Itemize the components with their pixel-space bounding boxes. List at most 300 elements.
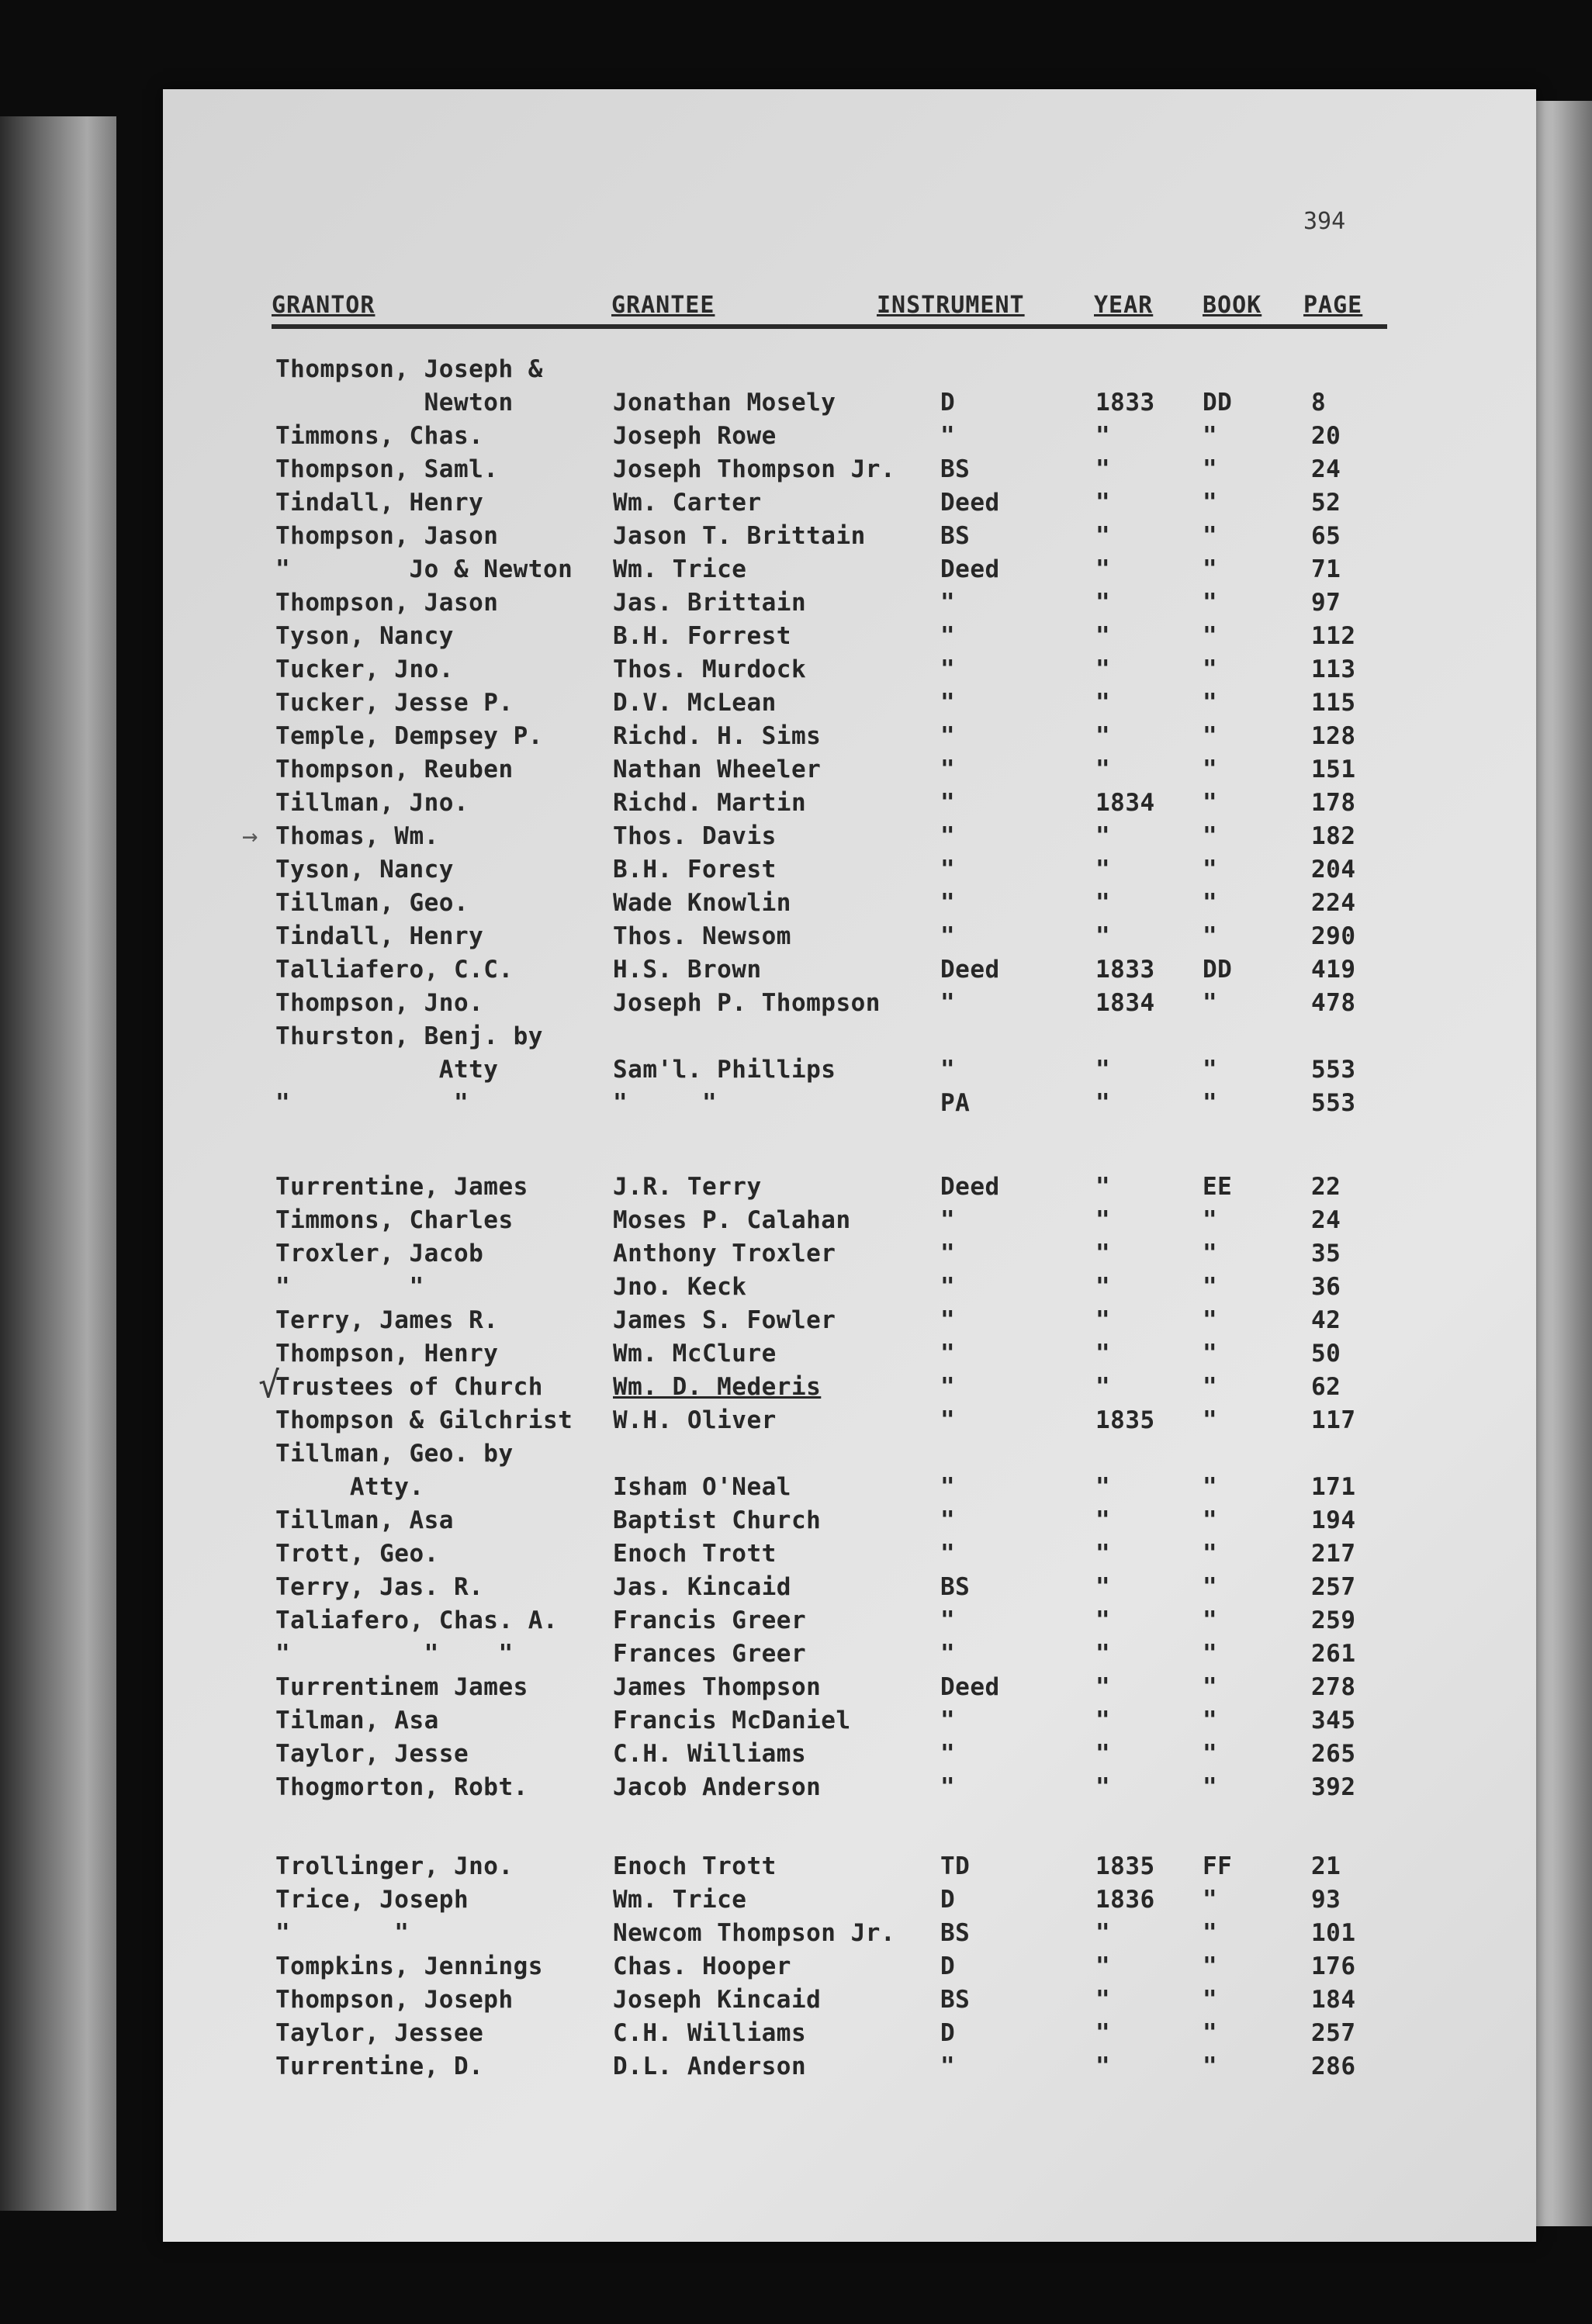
table-row [0, 1022, 1592, 1055]
instrument-cell: " [940, 1773, 956, 1801]
year-cell: " [1095, 555, 1111, 583]
book-cell: " [1203, 1506, 1218, 1534]
instrument-cell: " [940, 1373, 956, 1401]
grantee-cell: W.H. Oliver [613, 1406, 777, 1434]
grantee-cell: Newcom Thompson Jr. [613, 1919, 896, 1947]
table-row [0, 856, 1592, 888]
grantee-cell: B.H. Forrest [613, 622, 791, 650]
table-row [0, 1340, 1592, 1372]
year-cell: " [1095, 2019, 1111, 2047]
grantor-cell: Tyson, Nancy [275, 856, 454, 884]
grantor-cell: Tillman, Asa [275, 1506, 454, 1534]
grantor-cell: Timmons, Charles [275, 1206, 514, 1234]
table-row [0, 1373, 1592, 1406]
grantor-cell: Tilman, Asa [275, 1707, 439, 1734]
grantor-cell: " " [275, 1273, 424, 1301]
instrument-cell: " [940, 1540, 956, 1568]
grantor-cell: Taylor, Jesse [275, 1740, 469, 1768]
grantee-cell: Wm. Carter [613, 489, 762, 517]
grantor-cell: Trustees of Church [275, 1373, 543, 1401]
grantee-cell: Thos. Davis [613, 822, 777, 850]
year-cell: " [1095, 1919, 1111, 1947]
instrument-cell: " [940, 1640, 956, 1668]
header-page: PAGE [1303, 292, 1363, 319]
page-cell: 65 [1311, 522, 1341, 550]
page-cell: 184 [1311, 1986, 1356, 2014]
grantee-cell: Moses P. Calahan [613, 1206, 851, 1234]
year-cell: " [1095, 1606, 1111, 1634]
table-row [0, 1406, 1592, 1439]
instrument-cell: PA [940, 1089, 971, 1117]
table-row [0, 1540, 1592, 1572]
book-cell: " [1203, 1919, 1218, 1947]
book-cell: " [1203, 2019, 1218, 2047]
page-cell: 71 [1311, 555, 1341, 583]
table-row [0, 2053, 1592, 2085]
instrument-cell: " [940, 1740, 956, 1768]
book-cell: " [1203, 989, 1218, 1017]
grantor-cell: Thompson, Jason [275, 589, 499, 617]
book-cell: " [1203, 1886, 1218, 1914]
book-cell: " [1203, 422, 1218, 450]
year-cell: " [1095, 2053, 1111, 2080]
page-cell: 52 [1311, 489, 1341, 517]
page-cell: 257 [1311, 2019, 1356, 2047]
instrument-cell: " [940, 655, 956, 683]
table-row [0, 1440, 1592, 1472]
grantee-cell: Thos. Murdock [613, 655, 807, 683]
grantor-cell: Thompson & Gilchrist [275, 1406, 573, 1434]
table-row [0, 789, 1592, 821]
book-cell: " [1203, 2053, 1218, 2080]
page-cell: 286 [1311, 2053, 1356, 2080]
table-row [0, 355, 1592, 388]
table-row [0, 822, 1592, 855]
instrument-cell: " [940, 989, 956, 1017]
instrument-cell: " [940, 722, 956, 750]
grantee-cell: Wm. McClure [613, 1340, 777, 1368]
header-year: YEAR [1094, 292, 1154, 319]
grantor-cell: Turrentinem James [275, 1673, 528, 1701]
page-cell: 178 [1311, 789, 1356, 817]
book-cell: " [1203, 689, 1218, 717]
grantor-cell: Thompson, Reuben [275, 756, 514, 783]
header-grantor: GRANTOR [272, 292, 376, 319]
table-row [0, 1886, 1592, 1918]
table-row [0, 489, 1592, 521]
grantee-cell: Francis McDaniel [613, 1707, 851, 1734]
year-cell: " [1095, 1673, 1111, 1701]
grantee-cell: B.H. Forest [613, 856, 777, 884]
table-row [0, 1240, 1592, 1272]
year-cell: 1834 [1095, 789, 1155, 817]
grantor-cell: Thompson, Joseph [275, 1986, 514, 2014]
year-cell: " [1095, 1707, 1111, 1734]
page-cell: 182 [1311, 822, 1356, 850]
grantee-cell: Joseph Thompson Jr. [613, 455, 896, 483]
instrument-cell: BS [940, 1919, 971, 1947]
grantor-cell: Thompson, Saml. [275, 455, 499, 483]
grantor-cell: " " [275, 1919, 410, 1947]
book-cell: " [1203, 1206, 1218, 1234]
year-cell: " [1095, 1473, 1111, 1501]
year-cell: " [1095, 1089, 1111, 1117]
book-cell: " [1203, 889, 1218, 917]
table-row [0, 555, 1592, 588]
page-cell: 42 [1311, 1306, 1341, 1334]
grantor-cell: Troxler, Jacob [275, 1240, 484, 1267]
year-cell: " [1095, 1952, 1111, 1980]
book-cell: " [1203, 1673, 1218, 1701]
grantor-cell: Tompkins, Jennings [275, 1952, 543, 1980]
table-row [0, 989, 1592, 1022]
grantee-cell: Anthony Troxler [613, 1240, 836, 1267]
table-row [0, 756, 1592, 788]
table-row [0, 622, 1592, 655]
year-cell: " [1095, 1273, 1111, 1301]
page-cell: 176 [1311, 1952, 1356, 1980]
grantee-cell: James S. Fowler [613, 1306, 836, 1334]
grantee-cell: Jas. Kincaid [613, 1573, 791, 1601]
grantee-cell: Jonathan Mosely [613, 389, 836, 417]
table-row [0, 1707, 1592, 1739]
book-cell: " [1203, 1606, 1218, 1634]
instrument-cell: " [940, 589, 956, 617]
grantee-cell: D.L. Anderson [613, 2053, 807, 2080]
handwritten-arrow-mark: → [242, 821, 258, 852]
book-cell: " [1203, 1540, 1218, 1568]
page-cell: 112 [1311, 622, 1356, 650]
page-cell: 97 [1311, 589, 1341, 617]
instrument-cell: Deed [940, 956, 1000, 984]
year-cell: " [1095, 1773, 1111, 1801]
grantee-cell: Chas. Hooper [613, 1952, 791, 1980]
grantee-cell: Jacob Anderson [613, 1773, 822, 1801]
year-cell: " [1095, 1206, 1111, 1234]
instrument-cell: BS [940, 522, 971, 550]
instrument-cell: " [940, 789, 956, 817]
year-cell: " [1095, 1986, 1111, 2014]
book-cell: " [1203, 756, 1218, 783]
table-row [0, 1573, 1592, 1606]
grantee-cell: Baptist Church [613, 1506, 822, 1534]
book-cell: " [1203, 722, 1218, 750]
instrument-cell: D [940, 389, 956, 417]
page-cell: 8 [1311, 389, 1327, 417]
table-row [0, 2019, 1592, 2052]
instrument-cell: " [940, 1056, 956, 1084]
book-cell: " [1203, 1952, 1218, 1980]
grantor-cell: Tillman, Geo. [275, 889, 469, 917]
grantee-cell: Wm. Trice [613, 1886, 747, 1914]
year-cell: " [1095, 1240, 1111, 1267]
page-cell: 50 [1311, 1340, 1341, 1368]
grantor-cell: Trice, Joseph [275, 1886, 469, 1914]
table-row [0, 1306, 1592, 1339]
page-cell: 278 [1311, 1673, 1356, 1701]
year-cell: " [1095, 1640, 1111, 1668]
instrument-cell: " [940, 2053, 956, 2080]
page-cell: 392 [1311, 1773, 1356, 1801]
grantee-cell: D.V. McLean [613, 689, 777, 717]
grantee-cell: Richd. H. Sims [613, 722, 822, 750]
grantee-cell: Wm. D. Mederis [613, 1373, 822, 1401]
grantor-cell: Thompson, Henry [275, 1340, 499, 1368]
instrument-cell: Deed [940, 555, 1000, 583]
table-row [0, 455, 1592, 488]
grantor-cell: Tyson, Nancy [275, 622, 454, 650]
grantee-cell: Jno. Keck [613, 1273, 747, 1301]
instrument-cell: " [940, 1606, 956, 1634]
page-cell: 478 [1311, 989, 1356, 1017]
year-cell: " [1095, 1540, 1111, 1568]
grantee-cell: Sam'l. Phillips [613, 1056, 836, 1084]
grantor-cell: Temple, Dempsey P. [275, 722, 543, 750]
table-row [0, 522, 1592, 555]
year-cell: " [1095, 1506, 1111, 1534]
grantee-cell: Enoch Trott [613, 1540, 777, 1568]
grantee-cell: Nathan Wheeler [613, 756, 822, 783]
instrument-cell: " [940, 1406, 956, 1434]
year-cell: 1835 [1095, 1406, 1155, 1434]
grantor-cell: " Jo & Newton [275, 555, 573, 583]
book-cell: " [1203, 1240, 1218, 1267]
page-cell: 22 [1311, 1173, 1341, 1201]
grantee-cell: Richd. Martin [613, 789, 807, 817]
header-book: BOOK [1203, 292, 1262, 319]
instrument-cell: " [940, 422, 956, 450]
book-cell: " [1203, 655, 1218, 683]
grantor-cell: Tindall, Henry [275, 489, 484, 517]
grantee-cell: C.H. Williams [613, 2019, 807, 2047]
year-cell: " [1095, 522, 1111, 550]
year-cell: " [1095, 1373, 1111, 1401]
instrument-cell: " [940, 622, 956, 650]
book-cell: " [1203, 1056, 1218, 1084]
grantor-cell: Tucker, Jesse P. [275, 689, 514, 717]
grantor-cell: Tindall, Henry [275, 922, 484, 950]
year-cell: " [1095, 622, 1111, 650]
page-cell: 35 [1311, 1240, 1341, 1267]
book-cell: " [1203, 922, 1218, 950]
year-cell: " [1095, 489, 1111, 517]
grantor-cell: Atty [275, 1056, 499, 1084]
instrument-cell: BS [940, 1573, 971, 1601]
table-row [0, 1852, 1592, 1885]
grantee-cell: H.S. Brown [613, 956, 762, 984]
year-cell: 1835 [1095, 1852, 1155, 1880]
book-cell: " [1203, 1573, 1218, 1601]
page-cell: 345 [1311, 1707, 1356, 1734]
table-row [0, 1952, 1592, 1985]
instrument-cell: D [940, 2019, 956, 2047]
book-cell: " [1203, 1986, 1218, 2014]
grantor-cell: Trott, Geo. [275, 1540, 439, 1568]
book-cell: " [1203, 856, 1218, 884]
table-row [0, 422, 1592, 455]
handwritten-check-mark: √ [258, 1364, 280, 1406]
instrument-cell: " [940, 1306, 956, 1334]
year-cell: " [1095, 589, 1111, 617]
table-row [0, 655, 1592, 688]
page-cell: 24 [1311, 1206, 1341, 1234]
grantee-cell: Joseph Kincaid [613, 1986, 822, 2014]
book-cell: " [1203, 1340, 1218, 1368]
table-row [0, 1473, 1592, 1506]
book-cell: " [1203, 489, 1218, 517]
instrument-cell: BS [940, 455, 971, 483]
page-cell: 553 [1311, 1089, 1356, 1117]
year-cell: " [1095, 1573, 1111, 1601]
table-row [0, 1773, 1592, 1806]
book-cell: " [1203, 1740, 1218, 1768]
book-cell: " [1203, 522, 1218, 550]
year-cell: " [1095, 922, 1111, 950]
book-cell: " [1203, 555, 1218, 583]
page-cell: 265 [1311, 1740, 1356, 1768]
grantor-cell: Taylor, Jessee [275, 2019, 484, 2047]
year-cell: " [1095, 689, 1111, 717]
grantee-cell: Thos. Newsom [613, 922, 791, 950]
year-cell: 1834 [1095, 989, 1155, 1017]
grantee-cell: Wm. Trice [613, 555, 747, 583]
instrument-cell: " [940, 1273, 956, 1301]
book-cell: " [1203, 1306, 1218, 1334]
page-cell: 62 [1311, 1373, 1341, 1401]
grantor-cell: Tucker, Jno. [275, 655, 454, 683]
book-cell: DD [1203, 956, 1233, 984]
year-cell: " [1095, 722, 1111, 750]
instrument-cell: D [940, 1952, 956, 1980]
grantor-cell: Turrentine, D. [275, 2053, 484, 2080]
page-cell: 24 [1311, 455, 1341, 483]
instrument-cell: " [940, 756, 956, 783]
grantor-cell: " " " [275, 1640, 514, 1668]
page-cell: 171 [1311, 1473, 1356, 1501]
grantee-cell: Joseph P. Thompson [613, 989, 881, 1017]
instrument-cell: Deed [940, 489, 1000, 517]
column-header-row [272, 289, 1387, 329]
instrument-cell: " [940, 822, 956, 850]
instrument-cell: BS [940, 1986, 971, 2014]
table-row [0, 589, 1592, 621]
page-cell: 113 [1311, 655, 1356, 683]
book-cell: " [1203, 789, 1218, 817]
instrument-cell: " [940, 1506, 956, 1534]
year-cell: 1836 [1095, 1886, 1155, 1914]
grantor-cell: Thurston, Benj. by [275, 1022, 543, 1050]
table-row [0, 1640, 1592, 1672]
grantor-cell: Terry, Jas. R. [275, 1573, 484, 1601]
book-cell: " [1203, 1373, 1218, 1401]
year-cell: " [1095, 422, 1111, 450]
instrument-cell: TD [940, 1852, 971, 1880]
book-cell: " [1203, 1089, 1218, 1117]
page-cell: 290 [1311, 922, 1356, 950]
book-cell: " [1203, 1707, 1218, 1734]
book-cell: " [1203, 589, 1218, 617]
grantor-cell: Turrentine, James [275, 1173, 528, 1201]
grantee-cell: James Thompson [613, 1673, 822, 1701]
table-row [0, 722, 1592, 755]
instrument-cell: " [940, 1473, 956, 1501]
page-cell: 36 [1311, 1273, 1341, 1301]
table-row [0, 1740, 1592, 1772]
year-cell: " [1095, 1306, 1111, 1334]
page-cell: 259 [1311, 1606, 1356, 1634]
year-cell: " [1095, 1056, 1111, 1084]
grantor-cell: " " [275, 1089, 469, 1117]
table-row [0, 689, 1592, 721]
table-row [0, 1986, 1592, 2018]
grantor-cell: Tillman, Jno. [275, 789, 469, 817]
page-cell: 194 [1311, 1506, 1356, 1534]
table-row [0, 1919, 1592, 1952]
grantor-cell: Tillman, Geo. by [275, 1440, 514, 1468]
grantor-cell: Trollinger, Jno. [275, 1852, 514, 1880]
book-cell: " [1203, 455, 1218, 483]
instrument-cell: " [940, 1340, 956, 1368]
header-grantee: GRANTEE [611, 292, 715, 319]
year-cell: " [1095, 1173, 1111, 1201]
grantor-cell: Taliafero, Chas. A. [275, 1606, 559, 1634]
book-cell: " [1203, 1273, 1218, 1301]
instrument-cell: " [940, 1707, 956, 1734]
table-row [0, 922, 1592, 955]
book-cell: " [1203, 1640, 1218, 1668]
grantee-cell: C.H. Williams [613, 1740, 807, 1768]
grantor-cell: Newton [275, 389, 514, 417]
instrument-cell: Deed [940, 1173, 1000, 1201]
book-cell: FF [1203, 1852, 1233, 1880]
grantor-cell: Timmons, Chas. [275, 422, 484, 450]
book-cell: DD [1203, 389, 1233, 417]
table-row [0, 1173, 1592, 1205]
instrument-cell: " [940, 1206, 956, 1234]
grantor-cell: Thomas, Wm. [275, 822, 439, 850]
year-cell: " [1095, 1740, 1111, 1768]
grantor-cell: Atty. [275, 1473, 424, 1501]
page-cell: 101 [1311, 1919, 1356, 1947]
table-row [0, 1506, 1592, 1539]
instrument-cell: " [940, 922, 956, 950]
page-cell: 419 [1311, 956, 1356, 984]
table-row [0, 1206, 1592, 1239]
year-cell: " [1095, 1340, 1111, 1368]
grantor-cell: Terry, James R. [275, 1306, 499, 1334]
year-cell: " [1095, 756, 1111, 783]
year-cell: " [1095, 822, 1111, 850]
instrument-cell: " [940, 1240, 956, 1267]
grantee-cell: Jas. Brittain [613, 589, 807, 617]
instrument-cell: " [940, 856, 956, 884]
table-row [0, 1089, 1592, 1122]
page-cell: 117 [1311, 1406, 1356, 1434]
year-cell: 1833 [1095, 389, 1155, 417]
table-row [0, 1673, 1592, 1706]
year-cell: " [1095, 856, 1111, 884]
book-cell: " [1203, 1406, 1218, 1434]
year-cell: " [1095, 655, 1111, 683]
grantee-cell: J.R. Terry [613, 1173, 762, 1201]
grantee-cell: Frances Greer [613, 1640, 807, 1668]
instrument-cell: " [940, 689, 956, 717]
year-cell: " [1095, 455, 1111, 483]
page-cell: 93 [1311, 1886, 1341, 1914]
page-cell: 553 [1311, 1056, 1356, 1084]
instrument-cell: " [940, 889, 956, 917]
table-row [0, 1056, 1592, 1088]
